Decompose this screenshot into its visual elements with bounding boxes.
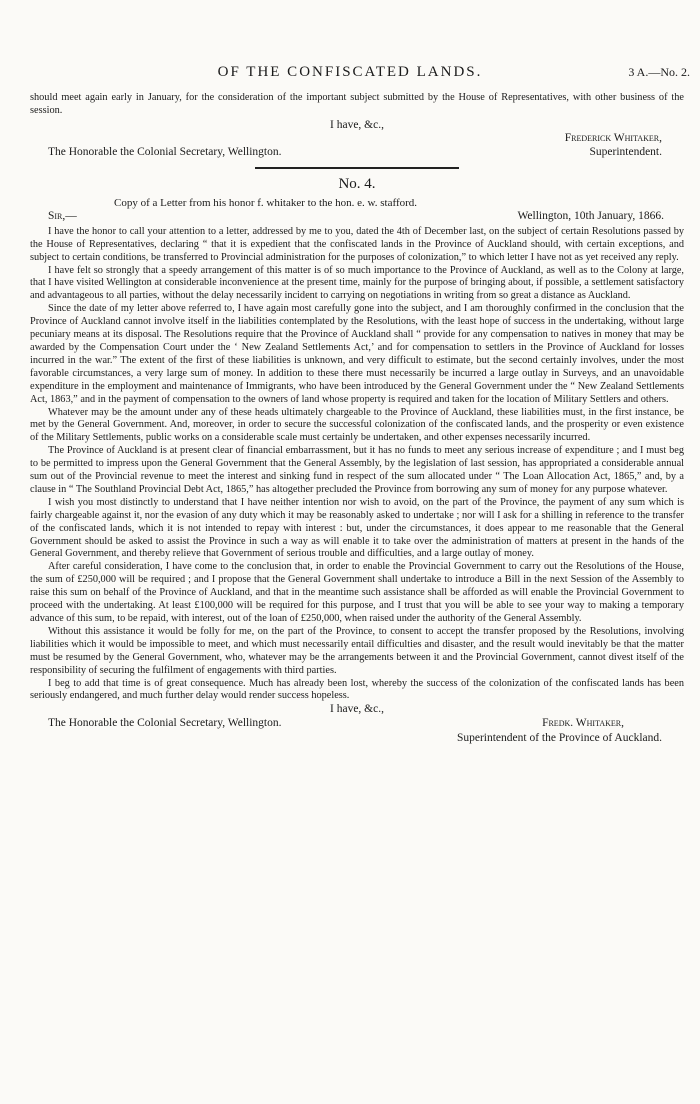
letter4-paragraph: Whatever may be the amount under any of these heads ultimately chargeable to the Province of Auckland, these liabilities must, in the first instance, be met by the General Government. And, moreover, in order to secure the successful colonization of the confiscated lands, and the prosperity or even existence of the Military Settlements, public works on a considerable scale must certainly be undertaken, and other expenses necessarily incurred. bbox=[30, 406, 684, 444]
letter4-paragraph: The Province of Auckland is at present clear of financial embarrassment, but it has no funds to meet any serious increase of expenditure ; and I must beg to be permitted to impress upon the General Government that the General Assembly, by the legislation of last session, has appropriated a considerable annual sum out of the Provincial revenue to meet the interest and sinking fund in respect of the sum allocated under “ The Loan Allocation Act, 1865,” and, by a clause in “ The Southland Provincial Debt Act, 1865,” has altogether precluded the Province from borrowing any sum of money for any purpose whatever. bbox=[30, 445, 684, 495]
letter3-signer-title: Superintendent. bbox=[589, 145, 662, 158]
letter4-signature: Fredk. Whitaker, bbox=[542, 717, 624, 730]
section-divider bbox=[255, 167, 459, 169]
letter-copy-heading bbox=[30, 196, 684, 210]
salutation: Sir,— bbox=[48, 209, 77, 222]
letter3-addressee: The Honorable the Colonial Secretary, Wellington. bbox=[48, 145, 282, 158]
copy-heading-text: Copy of a Letter from his honor f. whitaker to the hon. e. w. stafford. bbox=[114, 196, 418, 209]
letter4-i-have: I have, &c., bbox=[330, 703, 384, 716]
letter4-address-row bbox=[30, 717, 684, 732]
running-title: OF THE CONFISCATED LANDS. bbox=[217, 64, 483, 80]
letter4-paragraph: I have felt so strongly that a speedy arrangement of this matter is of so much importance to the Province of Auckland, as well as to the Colony at large, that I have visited Wellington at considerable inconvenience at the present time, mainly for the purpose of bringing about, if possible, a settlement satisfactory and advantageous to all parties, without the delay necessarily incident to carrying on negotiations in writing from so great a distance as Auckland. bbox=[30, 264, 684, 302]
letter-number: No. 4. bbox=[338, 175, 376, 192]
letter4-signer-title: Superintendent of the Province of Auckland. bbox=[456, 732, 662, 745]
salutation-row bbox=[30, 210, 684, 226]
letter4-paragraph: I beg to add that time is of great consequence. Much has already been lost, whereby the success of the colonization of the confiscated lands has been seriously endangered, and much further delay would render success hopeless. bbox=[30, 677, 684, 702]
letter4-paragraph: I have the honor to call your attention to a letter, addressed by me to you, dated the 4th of December last, on the subject of certain Resolutions passed by the House of Representatives, declaring “ that it is expedient that the confiscated lands in the Province of Auckland should, with certain exceptions, and subject to certain conditions, be transferred to Provincial administration for the purposes of colonization,” to which letter I have not as yet received any reply. bbox=[30, 225, 684, 263]
letter3-signature: Frederick Whitaker, bbox=[564, 131, 662, 144]
letter3-signature-row bbox=[30, 132, 684, 146]
page-reference: 3 A.—No. 2. bbox=[628, 65, 690, 79]
letter4-paragraph: Without this assistance it would be folly for me, on the part of the Province, to consent to accept the transfer proposed by the Resolutions, involving liabilities which it would be impossible to meet, and which must necessarily entail difficulties and disaster, and the result would inevitably be that the matter must be resumed by the General Government, who, whatever may be the arrangements between it and the Provincial Government, cannot divest itself of the responsibility of securing the fulfilment of engagements with third parties. bbox=[30, 625, 684, 676]
letter3-closing-paragraph: should meet again early in January, for the consideration of the important subject submitted by the House of Representatives, with other business of the session. bbox=[30, 92, 684, 116]
place-date: Wellington, 10th January, 1866. bbox=[517, 209, 664, 222]
letter4-paragraph: After careful consideration, I have come to the conclusion that, in order to enable the Provincial Government to carry out the Resolutions of the House, the sum of £250,000 will be required ; and I propose that the General Government shall undertake to introduce a Bill in the next Session of the Assembly to raise this sum on behalf of the Province of Auckland, and that in the meantime such assistance shall be afforded as will enable the Provincial Government to proceed with the undertaking. At least £100,000 will be required for this purpose, and I trust that you will be able to see your way to making a temporary advance of this sum, to be repaid, with interest, out of the loan of £250,000, when raised under the authority of the General Assembly. bbox=[30, 561, 684, 624]
letter4-addressee: The Honorable the Colonial Secretary, Wellington. bbox=[48, 717, 282, 730]
letter4-title-row bbox=[30, 732, 684, 747]
letter3-address-row bbox=[30, 146, 684, 161]
letter4-closing-row bbox=[30, 703, 684, 717]
page-header bbox=[0, 64, 700, 82]
letter4-paragraph: Since the date of my letter above referred to, I have again most carefully gone into the subject, and I am thoroughly confirmed in the conclusion that the Province of Auckland cannot involve itself in the liabilities contemplated by the Resolutions, with the least hope of success in the undertaking, without large pecuniary means at its disposal. The Resolutions require that the Province of Auckland shall “ provide for any compensation to natives in money that may be awarded by the Compensation Court under the ‘ New Zealand Settlements Act,’ and for compensation to settlers in the Province of Auckland for losses incurred in the war.” The extent of the first of these liabilities is unknown, and very difficult to estimate, but the second certainly involves, under the most favorable circumstances, a very large sum of money. In addition to these there must necessarily be incurred a large outlay in Surveys, and an unavoidable expenditure in the employment and maintenance of Immigrants, who have been introduced by the General Government under the “ New Zealand Settlements Act, 1863,” and in the payment of compensation to the owners of land whose property is required and taken for the location of Military Settlers and others. bbox=[30, 303, 684, 405]
letter3-i-have: I have, &c., bbox=[330, 118, 384, 131]
document-body bbox=[30, 92, 684, 747]
letter4-paragraph: I wish you most distinctly to understand that I have neither intention nor wish to avoid, on the part of the Province, the payment of any sum which is fairly chargeable against it, nor the evasion of any duty which it may be reasonably asked to undertake ; nor will I ask for a shilling in reference to the transfer of the confiscated lands, which it is not intended to repay with interest : but, under the circumstances, it does appear to me reasonable that the General Government should be asked to assist the Province in such a way as will enable it to take over the administration of matters at present in the hands of the General Government, and thereby relieve that Government of serious trouble and difficulties, and a large outlay of money. bbox=[30, 496, 684, 560]
